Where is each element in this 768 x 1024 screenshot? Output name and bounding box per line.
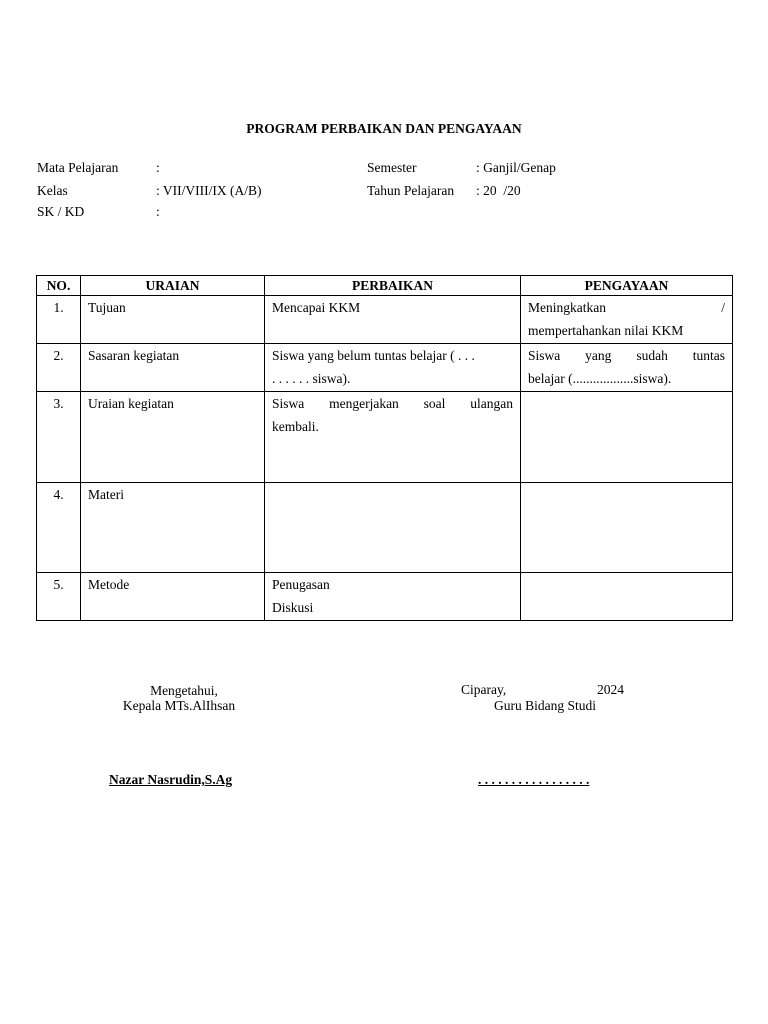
column-header-perbaikan: PERBAIKAN [265,276,521,296]
signature-right-line2: Guru Bidang Studi [493,698,596,713]
row-number: 1. [37,296,81,344]
column-header-no: NO. [37,276,81,296]
pengayaan-line [528,297,725,320]
row-perbaikan [265,392,521,483]
program-table [36,275,733,621]
document-title: PROGRAM PERBAIKAN DAN PENGAYAAN [246,121,522,136]
row-pengayaan [521,392,733,483]
pengayaan-line: mempertahankan nilai KKM [528,322,684,338]
row-pengayaan [521,344,733,392]
semester-value: : Ganjil/Genap [476,160,556,175]
signature-left-name: Nazar Nasrudin,S.Ag [109,772,233,787]
pengayaan-word: yang [585,348,612,363]
skkd-value: : [156,204,160,219]
skkd-label: SK / KD [37,204,85,219]
perbaikan-word: soal [423,396,446,411]
table-row [37,392,733,483]
signature-left-line1: Mengetahui, [150,683,218,698]
signature-right-year: 2024 [597,682,624,697]
table-row [37,573,733,621]
subject-label: Mata Pelajaran [37,160,119,175]
row-perbaikan [265,573,521,621]
perbaikan-line: . . . . . . siswa). [272,370,351,386]
row-perbaikan [265,296,521,344]
pengayaan-line: belajar (..................siswa). [528,370,672,386]
perbaikan-line: Siswa yang belum tuntas belajar ( . . . [272,348,475,363]
column-header-uraian: URAIAN [81,276,265,296]
perbaikan-word: ulangan [470,396,513,411]
row-uraian: Metode [81,573,265,621]
pengayaan-line [528,345,725,368]
class-value: : VII/VIII/IX (A/B) [156,183,262,198]
school-year-label: Tahun Pelajaran [367,183,455,198]
perbaikan-line: Mencapai KKM [272,300,361,315]
row-uraian: Sasaran kegiatan [81,344,265,392]
subject-value: : [156,160,160,175]
perbaikan-line: Diskusi [272,599,314,615]
table-row [37,483,733,573]
pengayaan-word: Meningkatkan [528,300,606,315]
pengayaan-word: tuntas [692,348,725,363]
row-number: 5. [37,573,81,621]
signature-right-place: Ciparay, [461,682,507,697]
row-number: 4. [37,483,81,573]
row-perbaikan [265,344,521,392]
school-year-value: : 20 /20 [476,183,521,198]
row-number: 2. [37,344,81,392]
row-pengayaan [521,573,733,621]
table-row [37,296,733,344]
perbaikan-word: mengerjakan [329,396,399,411]
row-perbaikan [265,483,521,573]
perbaikan-line: kembali. [272,418,319,434]
row-pengayaan [521,483,733,573]
pengayaan-word: Siswa [528,348,561,363]
pengayaan-word: / [721,300,725,315]
class-label: Kelas [37,183,68,198]
row-number: 3. [37,392,81,483]
row-uraian: Uraian kegiatan [81,392,265,483]
row-pengayaan [521,296,733,344]
column-header-pengayaan: PENGAYAAN [521,276,733,296]
row-uraian: Materi [81,483,265,573]
perbaikan-line: Penugasan [272,577,330,592]
signature-right-name: . . . . . . . . . . . . . . . . . [478,772,590,787]
table-header-row [37,276,733,296]
semester-label: Semester [367,160,417,175]
perbaikan-word: Siswa [272,396,305,411]
pengayaan-word: sudah [636,348,668,363]
table-row [37,344,733,392]
signature-left-line2: Kepala MTs.AlIhsan [122,698,236,713]
perbaikan-line [272,393,513,416]
row-uraian: Tujuan [81,296,265,344]
